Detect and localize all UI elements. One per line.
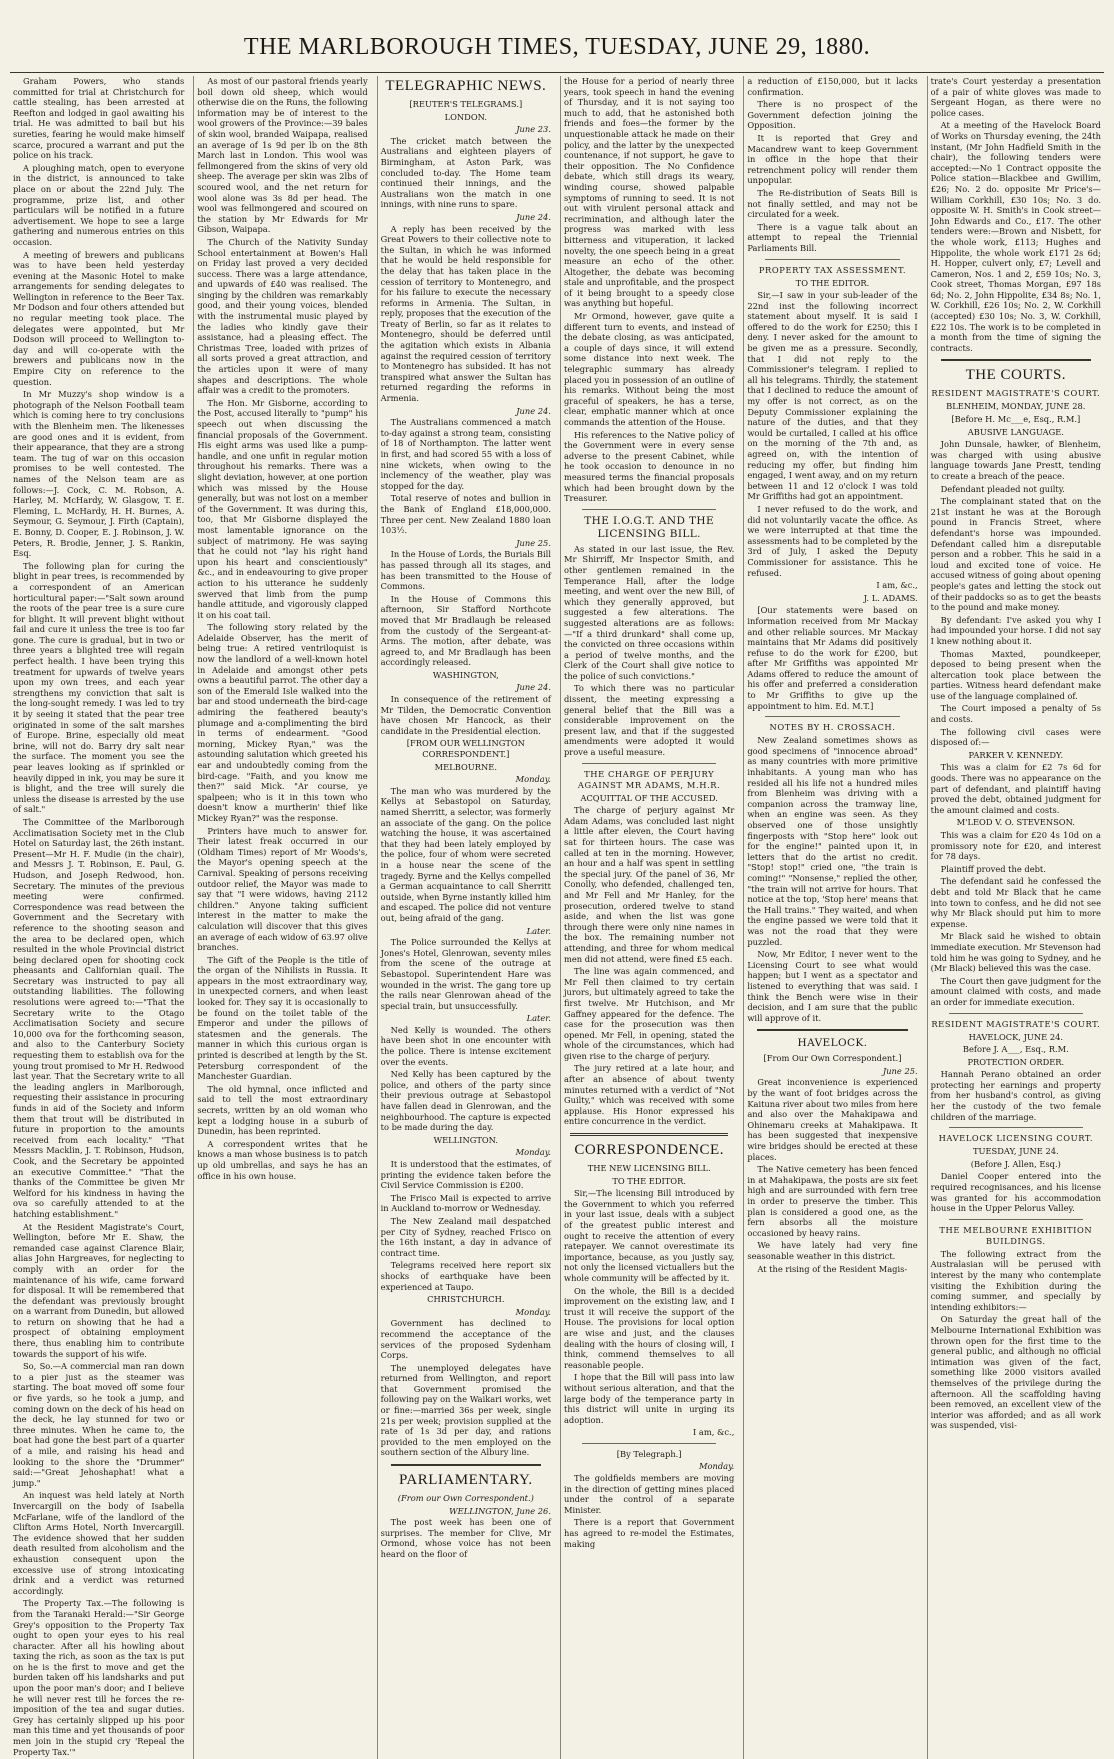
article-paragraph: There is no prospect of the Government defection joining the Opposition.	[747, 99, 918, 131]
article-paragraph: The complainant stated that on the 21st instant he was at the Borough pound in Francis Street, where defendant's horse was impounded. Defendant called him a disreputable person and a robber. This he said in a loud and excited tone of voice. He accused witness of going about opening people's gates and letting the stock out of their paddocks so as to get the beasts to the pound and make money.	[930, 496, 1101, 613]
article-paragraph: Defendant pleaded not guilty.	[940, 483, 1065, 494]
dateline: Later.	[526, 1013, 551, 1024]
article-paragraph: At the rising of the Resident Magis-	[757, 1263, 908, 1274]
section-subheading: THE NEW LICENSING BILL.	[587, 1163, 711, 1174]
section-divider	[765, 259, 899, 260]
section-credit: [From Our Own Correspondent.]	[763, 1053, 902, 1064]
article-paragraph: The cricket match between the Australians and eighteen players of Birmingham, at Aston Park, was concluded to-day. The Home team continued their innings, and the Australians won the match in one innings, with nine runs to spare.	[380, 135, 551, 210]
section-heading-notes: NOTES BY H. CROSSACH.	[769, 722, 896, 733]
article-paragraph: At the Resident Magistrate's Court, Wellington, before Mr E. Shaw, the remanded case against Clarence Blair, alias John Hargreaves, for neglecting to comply with an order for the maintenance of his wife, came forward for disposal. It will be remembered that the defendant was previously brought on a warrant from Dunedin, but allowed to return on showing that he had a prospect of obtaining employment there, thus enabling him to contribute towards the support of his wife.	[13, 1221, 185, 1359]
section-heading-property-tax: PROPERTY TAX ASSESSMENT.	[758, 264, 907, 275]
section-heading-parliamentary: PARLIAMENTARY.	[398, 1472, 533, 1489]
article-paragraph: In consequence of the retirement of Mr Tilden, the Democratic Convention have chosen Mr Hancock, as their candidate in the Presidential election.	[380, 694, 551, 736]
article-paragraph: The Police surrounded the Kellys at Jones's Hotel, Glenrowan, seventy miles from the scene of the outrage at Sebastopol. Superintendent Hare was wounded in the wrist. The gang tore up the rails near Glenrowan ahead of the special train, but unsuccessfully.	[380, 937, 551, 1011]
article-paragraph: The Re-distribution of Seats Bill is not finally settled, and may not be circulated for a week.	[747, 187, 918, 220]
location-heading: LONDON.	[444, 111, 488, 122]
article-paragraph: An inquest was held lately at North Invercargill on the body of Isabella McFarlane, wife of the landlord of the Clifton Arms Hotel, North Invercargill. The evidence showed that her sudden death resulted from alcoholism and the exhaustion consequent upon the excessive use of strong intoxicating drink and a verdict was returned accordingly.	[13, 1490, 185, 1596]
dateline: Monday.	[515, 1306, 551, 1317]
masthead-rule	[10, 72, 1104, 73]
article-paragraph: Hannah Perano obtained an order protecting her earnings and property from her husband's control, as giving her the custody of the two female children of the marriage.	[930, 1069, 1101, 1122]
article-paragraph: The charge of perjury against Mr Adam Adams, was concluded last night a little after eleven, the Court having sat for thirteen hours. The case was called at ten in the morning. However, an hour and a half was spent in settling the special jury. Of the panel of 36, Mr Conolly, who defended, challenged ten, and Mr Fell and Mr Hanley, for the prosecution, ordered twelve to stand aside, and when the list was gone through there were only nine names in the box. The remaining number not attending, and three for whom medical men did not attend, were fined £5 each.	[563, 805, 735, 964]
article-paragraph: The following extract from the Australasian will be perused with interest by the many who contemplate visiting the Exhibition during the coming summer, and specially by intending exhibitors:—	[930, 1248, 1101, 1312]
column-1	[10, 76, 187, 1759]
article-paragraph: As stated in our last issue, the Rev. Mr Shirriff, Mr Inspector Smith, and other gentlemen remained in the Temperance Hall, after the lodge meeting, and went over the new Bill, of which they generally approved, but suggested a few alterations. The suggested alterations are as follows:—"If a third drunkard" shall come up, the convicted on three occasions within a period of twelve months, and the Clerk of the Court shall give notice to the police of such convictions."	[563, 543, 735, 681]
article-paragraph: Sir,—I saw in your sub-leader of the 22nd inst the following incorrect statement about myself. It is said I offered to do the work for £250; this I deny. I never asked for the amount to be given me as a pressure. Secondly, that I did not reply to the Commissioner's telegram. I replied to all his telegrams. Thirdly, the statement that I declined to reduce the amount of my offer is not correct, as on the Deputy Commissioner explaining the nature of the duties, and that they would be curtailed, I called at his office on the morning of the 7th and, as agreed on, with the intention of reducing my offer, but finding him engaged, I went away, and on my return between 11 and 12 o'clock I was told Mr Griffiths had got an appointment.	[747, 290, 918, 502]
article-paragraph: trate's Court yesterday a presentation of a pair of white gloves was made to Sergeant Hogan, as there were no police cases.	[930, 76, 1101, 118]
section-divider	[582, 763, 716, 764]
section-divider	[941, 359, 1091, 361]
article-paragraph: We have lately had very fine seasonable weather in this district.	[747, 1240, 918, 1261]
section-heading-exhibition: THE MELBOURNE EXHIBITION BUILDINGS.	[939, 1224, 1093, 1246]
article-paragraph: I hope that the Bill will pass into law without serious alteration, and that the large body of the temperance party in this district will unite in urging its adoption.	[563, 1372, 735, 1425]
article-paragraph: It is reported that Grey and Macandrew want to keep Government in office in the hope that their retrenchment policy will render them unpopular.	[747, 132, 918, 186]
section-divider	[757, 1029, 907, 1031]
case-heading: ABUSIVE LANGUAGE.	[967, 426, 1064, 437]
letter-salutation: TO THE EDITOR.	[795, 277, 870, 288]
article-paragraph: At a meeting of the Havelock Board of Works on Thursday evening, the 24th instant, (Mr John Hadfield Smith in the chair), the following tenders were accepted:—No 1 Contract opposite the Police station—Blackbee and Gwillim, £26; No. 2 do. opposite Mr Price's—William Corkhill, £30 10s; No. 3 do. opposite W. H. Smith's in Cook street—John Edwards and Co., £17. The other tenders were:—Brown and Nisbett, for the whole work, £113; Hughes and Hippolite, the whole work £171 2s 6d; H. Hopper, culvert only, £7; Levell and Cameron, Nos. 1 and 2, £59 10s; No. 3, Cook street, Thomas Morgan, £97 18s 6d; No. 2, John Hippolite, £34 8s; No. 1, W. Corkhill, £26 10s; No. 2, W. Corkhill (accepted) £30 10s; No. 3, W. Corkhill, £22 10s. The work is to be completed in a month from the time of signing the contracts.	[930, 120, 1101, 353]
section-credit: [By Telegraph.]	[616, 1448, 682, 1459]
article-paragraph: Total reserve of notes and bullion in the Bank of England £18,000,000. Three per cent. New Zealand 1880 loan 103½.	[380, 493, 551, 536]
article-paragraph: Great inconvenience is experienced by the want of foot bridges across the Kaituna river about two miles from here and also over the Mahakipawa and Ohinemaru creeks at Mahakipawa. It has been suggested that inexpensive wire bridges should be erected at these places.	[747, 1077, 918, 1162]
dateline: June 24.	[516, 405, 551, 416]
article-paragraph: Telegrams received here report six shocks of earthquake have been experienced at Taupo.	[380, 1260, 551, 1292]
letter-salutation: TO THE EDITOR.	[612, 1175, 686, 1186]
article-paragraph: A reply has been received by the Great Powers to their collective note to the Sultan, in which he was informed that he would be held responsible for the delay that has taken place in the cession of territory to Montenegro, and for his failure to execute the necessary reforms in Armenia. The Sultan, in reply, proposes that the execution of the Treaty of Berlin, so far as it relates to Montenegro, should be deferred until the agitation which exists in Albania against the required cession of territory to Montenegro has subsided. It has not transpired what answer the Sultan has returned regarding the reforms in Armenia.	[380, 223, 551, 404]
section-heading-courts: THE COURTS.	[965, 367, 1067, 384]
article-paragraph: The Native cemetery has been fenced in at Mahakipawa, the posts are six feet high and are surrounded with fern tree in order to preserve the timber. This plan is considered a good one, as the fern absorbs all the moisture occasioned by heavy rains.	[747, 1164, 918, 1238]
section-divider	[949, 1127, 1083, 1128]
masthead	[0, 0, 1114, 62]
section-heading-iogt: THE I.O.G.T. AND THE LICENSING BILL.	[584, 514, 715, 540]
section-heading-perjury: THE CHARGE OF PERJURY AGAINST MR ADAMS, M.H.R.	[577, 768, 721, 790]
article-paragraph: The line was again commenced, and Mr Fell then claimed to try certain jurors, but ultimately agreed to take the first twelve. Mr Hutchison, and Mr Gaffney appeared for the defence. The case for the prosecution was then opened. Mr Fell, in opening, stated the whole of the circumstances, which had given rise to the charge of perjury.	[563, 966, 735, 1061]
article-paragraph: The post week has been one of surprises. The member for Clive, Mr Ormond, whose voice has not been heard on the floor of	[380, 1517, 551, 1559]
dateline: WELLINGTON, June 26.	[449, 1505, 551, 1516]
dateline: TUESDAY, JUNE 24.	[972, 1146, 1059, 1157]
article-paragraph: In the House of Lords, the Burials Bill has passed through all its stages, and has been transmitted to the House of Commons.	[380, 549, 551, 592]
article-paragraph: To which there was no particular dissent, the meeting expressing a general belief that the Bill was a considerable improvement on the present law, and that if the suggested amendments were adopted it would prove a useful measure.	[563, 683, 735, 758]
article-paragraph: On the whole, the Bill is a decided improvement on the existing law, and I trust it will receive the support of the House. The provisions for local option are wise and just, and the clauses dealing with the hours of closing will, I think, commend themselves to all reasonable people.	[563, 1285, 735, 1370]
dateline: Monday.	[515, 1147, 551, 1158]
section-divider	[582, 1443, 716, 1444]
article-paragraph: Daniel Cooper entered into the required recognisances, and his license was granted for his accommodation house in the Upper Pelorus Valley.	[930, 1171, 1101, 1214]
column-2	[193, 76, 370, 1759]
article-paragraph: The Gift of the People is the title of the organ of the Nihilists in Russia. It appears in the most extraordinary way, in unexpected corners, and when least looked for. They say it is occasionally to be found on the toilet table of the Emperor and under the pillows of statesmen and the generals. The manner in which this curious organ is printed is described at length by the St. Petersburg correspondent of the Manchester Guardian.	[197, 954, 368, 1082]
section-heading-rm-court: RESIDENT MAGISTRATE'S COURT.	[931, 388, 1101, 399]
dateline: June 25.	[516, 537, 551, 548]
section-divider	[582, 509, 716, 510]
section-heading-telegraphic-news: TELEGRAPHIC NEWS.	[385, 78, 547, 94]
article-paragraph: [Our statements were based on information received from Mr Mackay and other reliable sources. Mr Mackay maintains that Mr Adams did positively refuse to do the work for £200, but after Mr Griffiths was appointed Mr Adams offered to reduce the amount of his offer and preferred a consideration to Mr Griffiths to give up the appointment to him. Ed. M.T.]	[747, 605, 918, 711]
article-paragraph: A correspondent writes that he knows a man whose business is to patch up old umbrellas, and says he has an office in his own house.	[197, 1138, 368, 1181]
article-paragraph: On Saturday the great hall of the Melbourne International Exhibition was thrown open for the first time to the general public, and although no official intimation was given of the fact, something like 2000 visitors availed themselves of the privilege during the afternoon. All the scaffolding having been removed, an excellent view of the interior was afforded; and as all work was suspended, visi-	[930, 1314, 1101, 1431]
article-paragraph: Mr Ormond, however, gave quite a different turn to events, and instead of the debate closing, as was anticipated, a couple of days since, it will extend some distance into next week. The telegraphic summary has already placed you in possession of an outline of his remarks. Without being the most graceful of speakers, he has a terse, clear, emphatic manner which at once commands the attention of the House.	[563, 311, 735, 427]
article-paragraph: The old hymnal, once inflicted and said to tell the most extraordinary secrets, written by an old woman who kept a lodging house in a suburb of Dunedin, has been reprinted.	[197, 1083, 368, 1137]
section-credit: [FROM OUR WELLINGTON CORRESPONDENT.]	[406, 738, 525, 760]
dateline: June 25.	[882, 1065, 918, 1076]
article-paragraph: A meeting of brewers and publicans was to have been held yesterday evening at the Masonic Hotel to make arrangements for sending delegates to Wellington in reference to the Beer Tax. Mr Dodson and four others attended but no regular meeting took place. The delegates were appointed, but Mr Dodson will proceed to Wellington to-day and will co-operate with the brewers and publicans now in the Empire City on reference to the question.	[13, 249, 185, 387]
dateline: Monday.	[699, 1461, 735, 1472]
section-heading-rm-court-havelock: RESIDENT MAGISTRATE'S COURT.	[931, 1018, 1101, 1029]
section-divider	[765, 716, 899, 717]
dateline: Monday.	[515, 774, 551, 785]
article-paragraph: So, So.—A commercial man ran down to a pier just as the steamer was starting. The boat moved off some four or five yards, so he took a jump, and coming down on the deck of his head on the deck, he lay stunned for two or three minutes. When he came to, the boat had gone the best part of a quarter of a mile, and raising his head and looking to the shore the "Drummer" said:—"Great Jehoshaphat! what a jump."	[13, 1361, 185, 1488]
section-subheading: ACQUITTAL OF THE ACCUSED.	[580, 792, 718, 803]
article-paragraph: Graham Powers, who stands committed for trial at Christchurch for cattle stealing, has been arrested at Reefton and lodged in gaol awaiting his trial. He was admitted to bail but his sureties, fearing he would make himself scarce, procured a warrant and put the police on his track.	[13, 76, 185, 161]
article-paragraph: Plaintiff proved the debt.	[940, 863, 1046, 874]
article-paragraph: the House for a period of nearly three years, took speech in hand the evening of Thursday, and it is not saying too much to add, that he astonished both friends and foes—the former by the unquestionable attack he made on their policy, and the latter by the unexpected countenance, if not support, he gave to their opposition. The No Confidence debate, which still drags its weary, winding course, showed palpable symptoms of running to seed. It is not out with virulent personal attack and recrimination, and although later the progress was marked with less bitterness and vituperation, it lacked novelty, the one speech being in a great measure an echo of the other. Altogether, the debate was becoming stale and unprofitable, and the prospect of it being brought to a speedy close was anything but hopeful.	[563, 76, 735, 309]
section-divider	[949, 1219, 1083, 1220]
section-heading-correspondence: CORRESPONDENCE.	[574, 1142, 724, 1159]
article-paragraph: The unemployed delegates have returned from Wellington, and report that Government promised the following pay on the Waikari works, wet or fine:—married 36s per week, single 21s per week; provision supplied at the rate of 1s 3d per day, and rations provided to the men employed on the southern section of the Albury line.	[380, 1362, 551, 1458]
masthead-title: THE MARLBOROUGH TIMES, TUESDAY, JUNE 29, 1880.	[243, 34, 871, 60]
article-paragraph: The Frisco Mail is expected to arrive in Auckland to-morrow or Wednesday.	[380, 1192, 551, 1214]
dateline: June 24.	[516, 211, 551, 222]
article-paragraph: There is a vague talk about an attempt to repeal the Triennial Parliaments Bill.	[747, 221, 918, 253]
article-paragraph: As most of our pastoral friends yearly boil down old sheep, which would otherwise die on the Runs, the following information may be of interest to the wool growers of the Province:—39 bales of skin wool, branded Waipapa, realised an average of 1s 9d per lb on the 8th March last in London. This wool was fellmongered from the skins of very old sheep. The average per skin was 2lbs of scoured wool, and the net return for wool alone was 3s 8d per head. The wool was fellmongered and scoured on the station by Mr Edwards for Mr Gibson, Waipapa.	[197, 76, 368, 235]
article-paragraph: John Dunsale, hawker, of Blenheim, was charged with using abusive language towards Jane Prestt, tending to create a breach of the peace.	[930, 439, 1101, 481]
article-paragraph: The following civil cases were disposed of:—	[930, 726, 1101, 748]
dateline: June 24.	[516, 682, 551, 693]
column-5	[743, 76, 920, 1759]
dateline: HAVELOCK, JUNE 24.	[968, 1031, 1064, 1042]
article-paragraph: Ned Kelly is wounded. The others have been shot in one encounter with the police. There is intense excitement over the events.	[380, 1024, 551, 1067]
article-paragraph: New Zealand sometimes shows as good specimens of "innocence abroad" as many countries with more primitive inhabitants. A young man who has resided all his life not a hundred miles from Blenheim was driving with a companion across the tramway line, when an engine was seen. As they observed one of those unsightly fingerposts with "Stop here" look out for the engine!" painted upon it, in letters that do the artist no credit. "Stop! stop!" cried one, "the train is coming!" "Nonsense," replied the other, "the train will not arrive for hours. That notice at the top, 'Stop here' means that the Hall trains." They waited, and when the engine passed we were told that it was not the road that they were puzzled.	[747, 735, 918, 947]
article-paragraph: I never refused to do the work, and did not voluntarily vacate the office. As we were interrupted at that time the assessments had to be completed by the 3rd of July, I asked the Deputy Commissioner for assistance. This he refused.	[747, 503, 918, 578]
section-divider	[570, 1133, 728, 1136]
article-paragraph: The Court then gave judgment for the amount claimed with costs, and made an order for immediate execution.	[930, 975, 1101, 1007]
article-paragraph: The Church of the Nativity Sunday School entertainment at Bowen's Hall on Friday last proved a very decided success. There was a large attendance, and upwards of £40 was realised. The singing by the children was remarkably good, and their young voices, blended with the instrumental music played by the ladies who kindly gave their assistance, had a pleasing effect. The Christmas Tree, loaded with prizes of all sorts proved a great attraction, and the articles upon it were of many shapes and descriptions. The whole affair was a credit to the promoters.	[197, 236, 368, 396]
article-paragraph: This was a claim for £2 7s 6d for goods. There was no appearance on the part of defendant, and plaintiff having proved the debt, obtained judgment for the amount claimed and costs.	[930, 762, 1101, 815]
article-paragraph: In Mr Muzzy's shop window is a photograph of the Nelson Football team which is coming here to try conclusions with the Blenheim men. The likenesses are good ones and it is evident, from their appearance, that they are a strong team. The tug of war on this occasion promises to be well contested. The names of the Nelson team are as follows:—J. Cock, C. M. Robson, A. Harley, M. McHardy, W. Glasgow, T. E. Fleming, L. McHardy, H. H. Burnes, A. Seymour, G. Seymour, J. Firth (Captain), E. Bonny, D. Cooper, E. J. Robinson, J. W. Peters, R. Brodie, Jenner, J. S. Rankin, Esq.	[13, 389, 185, 559]
column-4	[560, 76, 737, 1759]
article-paragraph: The Court imposed a penalty of 5s and costs.	[930, 703, 1101, 725]
article-paragraph: By defendant: I've asked you why I had impounded your horse. I did not say I knew nothing about it.	[930, 614, 1101, 646]
article-paragraph: The following plan for curing the blight in pear trees, is recommended by a correspondent of an American horticultural paper:—"Salt sown around the roots of the pear tree is a sure cure for blight. It will prevent blight without fail and cure it unless the tree is too far gone. The cure is gradual, but in two or three years a blighted tree will regain perfect health. I have been trying this treatment for upwards of twelve years upon my own trees, and each year strengthens my conviction that salt is the long-sought remedy. I was led to try it by seeing it stated that the pear tree originated in some of the salt marshes of Europe. Brine, especially old meat brine, will not do. Barry dry salt near the surface. The moment you see the pear leaves looking as if sprinkled or heavily dipped in ink, you may be sure it is blight, and the tree will surely die unless the disease is arrested by the use of salt."	[13, 560, 185, 815]
article-paragraph: This was a claim for £20 4s 10d on a promissory note for £20, and interest for 78 days.	[930, 830, 1101, 862]
case-heading: PARKER V. KENNEDY.	[968, 749, 1064, 760]
article-paragraph: His references to the Native policy of the Government were in every sense adverse to the present Cabinet, while he took occasion to denounce in no measured terms the financial proposals which had been brought down by the Treasurer.	[563, 429, 735, 504]
section-credit: (From our Own Correspondent.)	[397, 1493, 534, 1504]
article-paragraph: The goldfields members are moving in the direction of getting mines placed under the control of a separate Minister.	[563, 1473, 735, 1515]
article-paragraph: Mr Black said he wished to obtain immediate execution. Mr Stevenson had told him he was going to Sydney, and he (Mr Black) believed this was the case.	[930, 931, 1101, 974]
court-bench: [Before H. Mc___e, Esq., R.M.]	[951, 414, 1081, 425]
article-paragraph: In the House of Commons this afternoon, Sir Stafford Northcote moved that Mr Bradlaugh be released from the custody of the Sergeant-at-Arms. The motion, after debate, was agreed to, and Mr Bradlaugh has been accordingly released.	[380, 593, 551, 668]
article-paragraph: The following story related by the Adelaide Observer, has the merit of being true: A retired ventriloquist is now the landlord of a well-known hotel in Adelaide and amongst other pets owns a beautiful parrot. The other day a son of the Emerald Isle walked into the bar and stood underneath the bird-cage admiring the feathered beauty's plumage and a-complimenting the bird in terms of endearment. "Good morning, Mickey Ryan," was the astounding salutation which greeted his ear and undoubtedly coming from the bird-cage. "Faith, and you know me then?" said Mick. "Ar course, ye spalpeen; who is it in this town who doesn't know a murtherin' thief like Mickey Ryan?" was the response.	[197, 622, 368, 823]
section-divider	[391, 1464, 541, 1466]
article-paragraph: Sir,—The licensing Bill introduced by the Government to which you referred in your last issue, deals with a subject of the greatest public interest and ought to receive the attention of every ratepayer. We cannot overestimate its importance, because, as you justly say, not only the licensed victuallers but the whole community will be affected by it.	[563, 1188, 735, 1283]
court-bench: (Before J. Allen, Esq.)	[970, 1158, 1061, 1169]
letter-signoff: I am, &c.,	[876, 580, 918, 591]
case-heading: M'LEOD V. O. STEVENSON.	[956, 817, 1075, 828]
column-6	[927, 76, 1104, 1759]
article-paragraph: A ploughing match, open to everyone in the district, is announced to take place on or about the 22nd July. The programme, prize list, and other particulars will be notified in a future advertisement. We hope to see a large gathering and numerous entries on this occasion.	[13, 162, 185, 247]
article-paragraph: Printers have much to answer for. Their latest freak occurred in our (Oldham Times) report of Mr Woods's, the Mayor's opening speech at the Carnival. Speaking of persons receiving outdoor relief, the Mayor was made to say that "I were widows, having 2112 children." Anyone taking sufficient interest in the matter to make the calculation will discover that this gives an average of each widow of 63.97 olive branches.	[197, 825, 368, 953]
location-heading: CHRISTCHURCH.	[427, 1294, 505, 1305]
article-paragraph: Ned Kelly has been captured by the police, and others of the party since their previous outrage at Sebastopol have fallen dead in Glenrowan, and the neighbourhood. The capture is expected to be made during the day.	[380, 1069, 551, 1133]
letter-signature: J. L. ADAMS.	[863, 592, 918, 603]
article-paragraph: The Hon. Mr Gisborne, according to the Post, accused literally to "pump" his speech out when discussing the financial proposals of the Government. His eight arms was used like a pump-handle, and one unfit in regular motion throughout his remarks. There was a slight deviation, however, at one portion which was missed by the House generally, but was not lost on a member of the Government. It was during this, too, that Mr Gisborne displayed the most lamentable ignorance on the subject of matrimony. He was saying that he could not "lay his right hand upon his heart and conscientiously" &c., and in endeavouring to give proper action to his utterance he suddenly swerved that limb from the pump handle attitude, and vigorously clapped it on his coat tail.	[197, 397, 368, 620]
section-heading-havelock: HAVELOCK.	[797, 1037, 868, 1050]
dateline: BLENHEIM, MONDAY, JUNE 28.	[946, 401, 1086, 412]
court-bench: Before J. A___, Esq., R.M.	[962, 1044, 1069, 1055]
article-paragraph: There is a report that Government has agreed to re-model the Estimates, making	[563, 1517, 735, 1549]
article-paragraph: a reduction of £150,000, but it lacks confirmation.	[747, 76, 918, 97]
location-heading: WASHINGTON,	[432, 669, 499, 680]
location-heading: MELBOURNE.	[434, 761, 497, 772]
article-paragraph: The Australians commenced a match to-day against a strong team, consisting of 18 of Northampton. The latter went in first, and had scored 55 with a loss of nine wickets, when owing to the inclemency of the weather, play was stopped for the day.	[380, 417, 551, 491]
article-paragraph: The Committee of the Marlborough Acclimatisation Society met in the Club Hotel on Saturday last, the 26th instant. Present—Mr H. F. Mudie (in the chair), and Messrs J. T. Robinson, E. Paul, G. Hudson, and Joseph Redwood, hon. Secretary. The minutes of the previous meeting were confirmed. Correspondence was read between the Government and the Secretary with reference to the shooting season and the area to be declared open, which resulted in the whole Provincial district being declared open for shooting cock pheasants and Californian quail. The Secretary was instructed to pay all outstanding liabilities. The following resolutions were agreed to:—"That the Secretary write to the Otago Acclimatisation Society and secure 10,000 ova for the forthcoming season, and also to the Canterbury Society requesting them to establish ova for the young trout promised to Mr H. Redwood last year. That the Secretary write to all the leading anglers in Marlborough, requesting their assistance in procuring funds in aid of the Society and inform them that trout will be distributed in future in proportion to the amounts received from each locality." "That Messrs Macklin, J. T. Robinson, Hudson, Cook, and the Secretary be appointed an executive Committee." "That the thanks of the Committee be given Mr Welford for his kindness in having the ova so carefully attended to at the hatching establishment."	[13, 816, 185, 1219]
location-heading: WELLINGTON.	[433, 1134, 499, 1145]
column-3	[377, 76, 554, 1759]
columns	[10, 76, 1104, 1757]
article-paragraph: It is understood that the estimates, of printing the evidence taken before the Civil Service Commission is £200.	[380, 1159, 551, 1191]
dateline: June 23.	[516, 124, 551, 135]
article-paragraph: Thomas Maxted, poundkeeper, deposed to being present when the altercation took place between the parties. Witness heard defendant make use of the language complained of.	[930, 648, 1101, 701]
article-paragraph: Now, Mr Editor, I never went to the Licensing Court to see what would happen; but I went as a spectator and listened to everything that was said. I think the Bench were wise in their decision, and I am sure that the public will approve of it.	[747, 949, 918, 1023]
section-heading-licensing-court: HAVELOCK LICENSING COURT.	[938, 1133, 1094, 1144]
section-credit: [REUTER'S TELEGRAMS.]	[409, 99, 523, 109]
article-paragraph: The Property Tax.—The following is from the Taranaki Herald:—"Sir George Grey's opposition to the Property Tax ought to open your eyes to his real character. After all his howling about taxing the rich, as soon as the tax is put on he is the first to move and get the burden taken off his landsharks and put upon the poor man's door; and I believe he will never rest till he forces the re-imposition of the tea and sugar duties. Grey has certainly slipped up his poor man this time and yet thousands of poor men join in the stupid cry 'Repeal the Property Tax.'"	[13, 1598, 185, 1757]
dateline: Later.	[526, 925, 551, 936]
article-paragraph: The man who was murdered by the Kellys at Sebastopol on Saturday, named Sherritt, a selector, was formerly an associate of the gang. On the police watching the house, it was ascertained that they had been lately employed by the police, four of whom were secreted in a house near the scene of the tragedy. Byrne and the Kellys compelled a German acquaintance to call Sherritt outside, when Byrne instantly killed him and escaped. The police did not venture out, being afraid of the gang.	[380, 785, 551, 923]
article-paragraph: The defendant said he confessed the debt and told Mr Black that he came into town to confess, and he did not see why Mr Black should put him to more expense.	[930, 876, 1101, 929]
article-paragraph: The New Zealand mail despatched per City of Sydney, reached Frisco on the 16th instant, a day in advance of contract time.	[380, 1215, 551, 1258]
section-divider	[949, 1013, 1083, 1014]
article-paragraph: The jury retired at a late hour, and after an absence of about twenty minutes returned with a verdict of "Not Guilty," which was received with some applause. His Honor expressed his entire concurrence in the verdict.	[563, 1063, 735, 1127]
letter-signoff: I am, &c.,	[693, 1427, 735, 1438]
article-paragraph: Government has declined to recommend the acceptance of the services of the proposed Sydenham Corps.	[380, 1318, 551, 1361]
case-heading: PROTECTION ORDER.	[967, 1056, 1065, 1067]
